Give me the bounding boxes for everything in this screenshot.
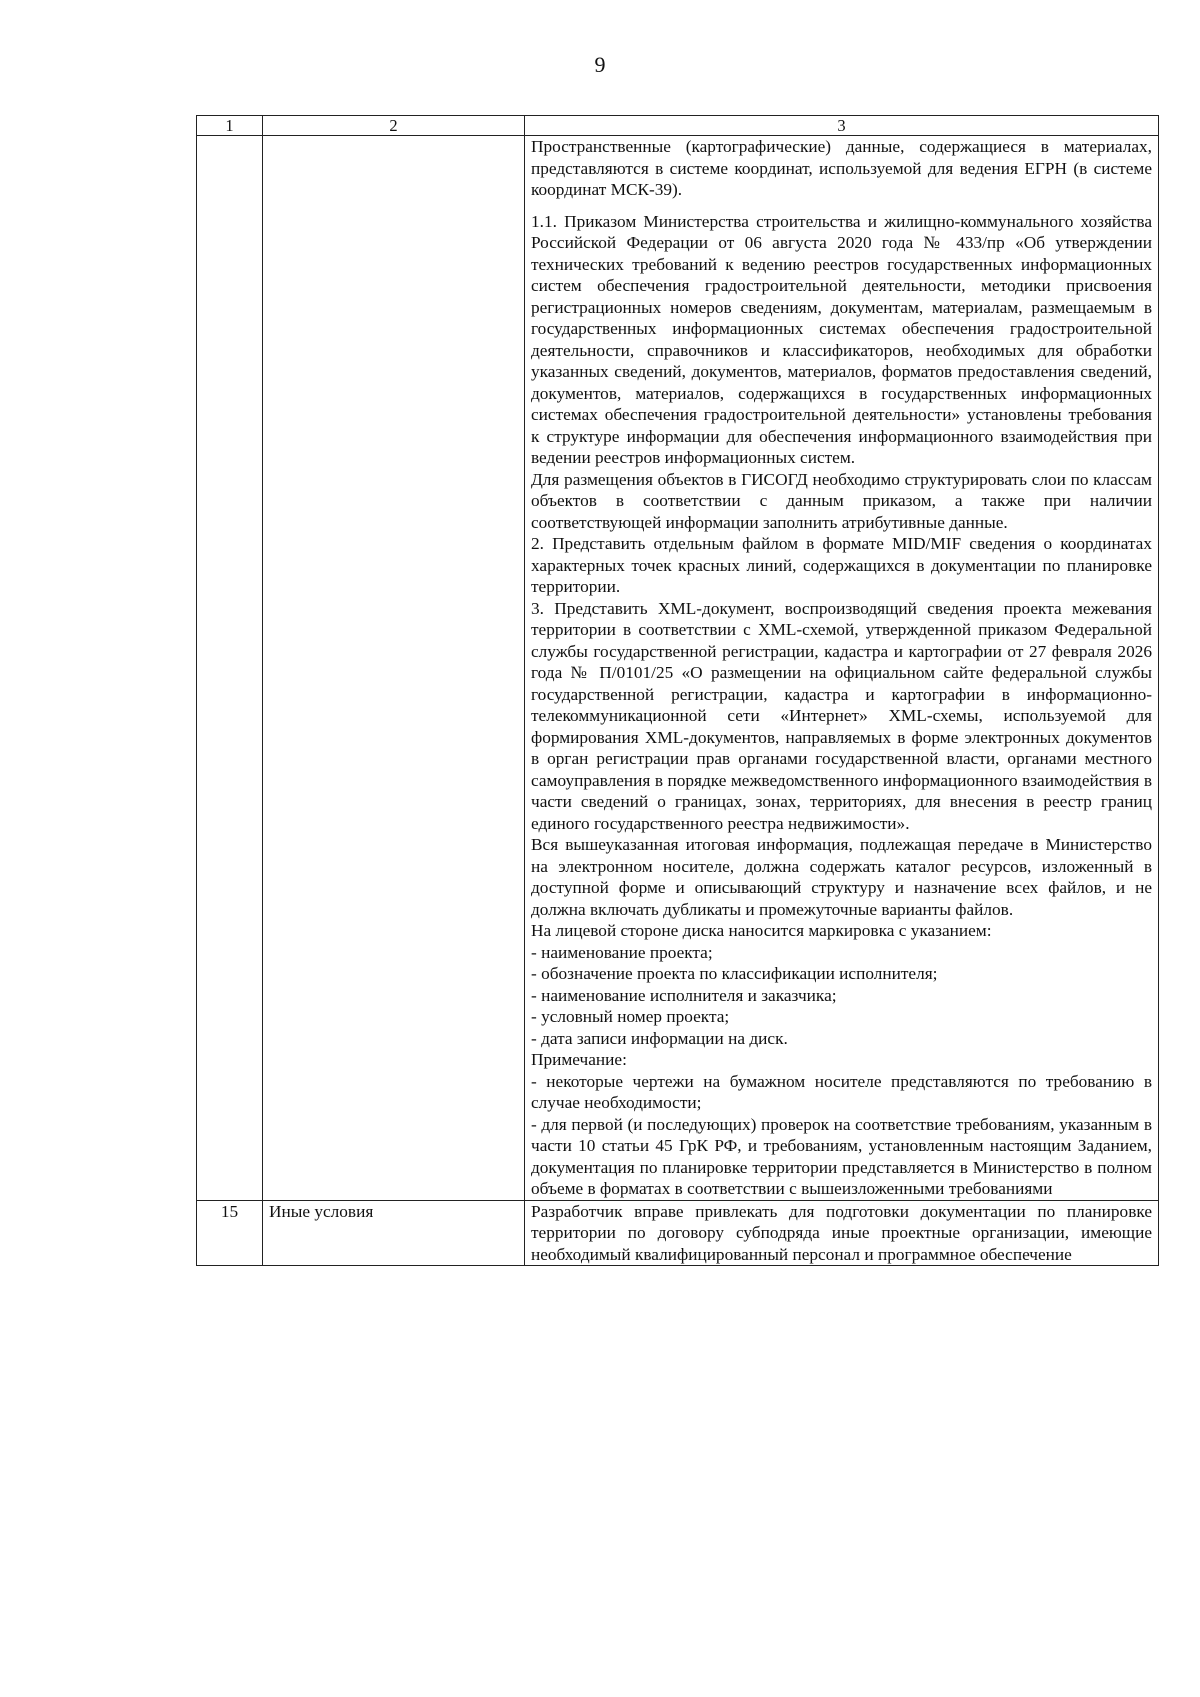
list-item: - наименование проекта; (531, 942, 713, 962)
note-item: - для первой (и последующих) проверок на соответствие требованиям, указанным в части 10 статьи 45 ГрК РФ, и требованиям, установленным настоящим Заданием, документация по планировке территории представляется в Министерство в полном объеме в форматах в соответствии с вышеизложенными требованиями (531, 1114, 1152, 1198)
list-item: - дата записи информации на диск. (531, 1028, 788, 1048)
list-item: - обозначение проекта по классификации исполнителя; (531, 964, 938, 983)
column-header-1: 1 (197, 116, 263, 136)
paragraph-order-433: 1.1. Приказом Министерства строительства и жилищно-коммунального хозяйства Российской Федерации от 06 августа 2020 года № 433/пр «Об утверждении технических требований к ведению реестров государственных информационных систем обеспечения градостроительной деятельности, методики присвоения регистрационных номеров сведениям, документам, материалам, размещаемым в государственных информационных системах обеспечения градостроительной деятельности, справочников и классификаторов, необходимых для обработки указанных сведений, документов, материалов, форматов предоставления сведений, документов, материалов, содержащихся в государственных информационных системах обеспечения градостроительной деятельности» установлены требования к структуре информации для обеспечения информационного взаимодействия при ведении реестров информационных систем. (531, 211, 1152, 467)
table-row (197, 1200, 1159, 1266)
row-number-cell: 15 (197, 1200, 263, 1266)
row-content-cell (525, 1200, 1159, 1266)
row-title-cell (263, 136, 525, 1201)
paragraph-xml: 3. Представить XML-документ, воспроизводящий сведения проекта межевания территории в соответствии с XML-схемой, утвержденной приказом Федеральной службы государственной регистрации, кадастра и картографии от 27 февраля 2026 года № П/0101/25 «О размещении на официальном сайте федеральной службы государственной регистрации, кадастра и картографии в информационно-телекоммуникационной сети «Интернет» XML-схемы, используемой для формирования XML-документов, направляемых в форме электронных документов в орган регистрации прав органами государственной власти, органами местного самоуправления в порядке межведомственного информационного взаимодействия в части сведений о границах, зонах, территориях, для внесения в реестр границ единого государственного реестра недвижимости». (531, 598, 1152, 833)
paragraph-coordinates: Пространственные (картографические) данные, содержащиеся в материалах, представляются в системе координат, используемой для ведения ЕГРН (в системе координат МСК-39). (531, 137, 1152, 199)
paragraph-mid-mif: 2. Представить отдельным файлом в формате MID/MIF сведения о координатах характерных точек красных линий, содержащихся в документации по планировке территории. (531, 534, 1152, 596)
paragraph-subcontract: Разработчик вправе привлекать для подготовки документации по планировке территории по договору субподряда иные проектные организации, имеющие необходимый квалифицированный персонал и программное обеспечение (531, 1201, 1152, 1264)
note-item: - некоторые чертежи на бумажном носителе представляются по требованию в случае необходимости; (531, 1071, 1152, 1112)
list-item: - условный номер проекта; (531, 1007, 730, 1026)
table-header-row (197, 116, 1159, 136)
paragraph-gisogd: Для размещения объектов в ГИСОГД необходимо структурировать слои по классам объектов в соответствии с данным приказом, а также при наличии соответствующей информации заполнить атрибутивные данные. (531, 469, 1152, 532)
column-header-3: 3 (525, 116, 1159, 136)
row-number-cell (197, 136, 263, 1201)
page-number: 9 (594, 52, 606, 77)
note-heading: Примечание: (531, 1050, 627, 1069)
paragraph-catalog: Вся вышеуказанная итоговая информация, подлежащая передаче в Министерство на электронном носителе, должна содержать каталог ресурсов, изложенный в доступной форме и описывающий структуру и назначение всех файлов, и не должна включать дубликаты и промежуточные варианты файлов. (531, 835, 1152, 919)
row-content-cell (525, 136, 1159, 1201)
list-item: - наименование исполнителя и заказчика; (531, 985, 837, 1005)
paragraph-marking: На лицевой стороне диска наносится маркировка с указанием: (531, 921, 992, 940)
row-title-cell: Иные условия (263, 1200, 525, 1266)
table-row (197, 136, 1159, 1201)
requirements-table (196, 115, 1159, 1266)
column-header-2: 2 (263, 116, 525, 136)
